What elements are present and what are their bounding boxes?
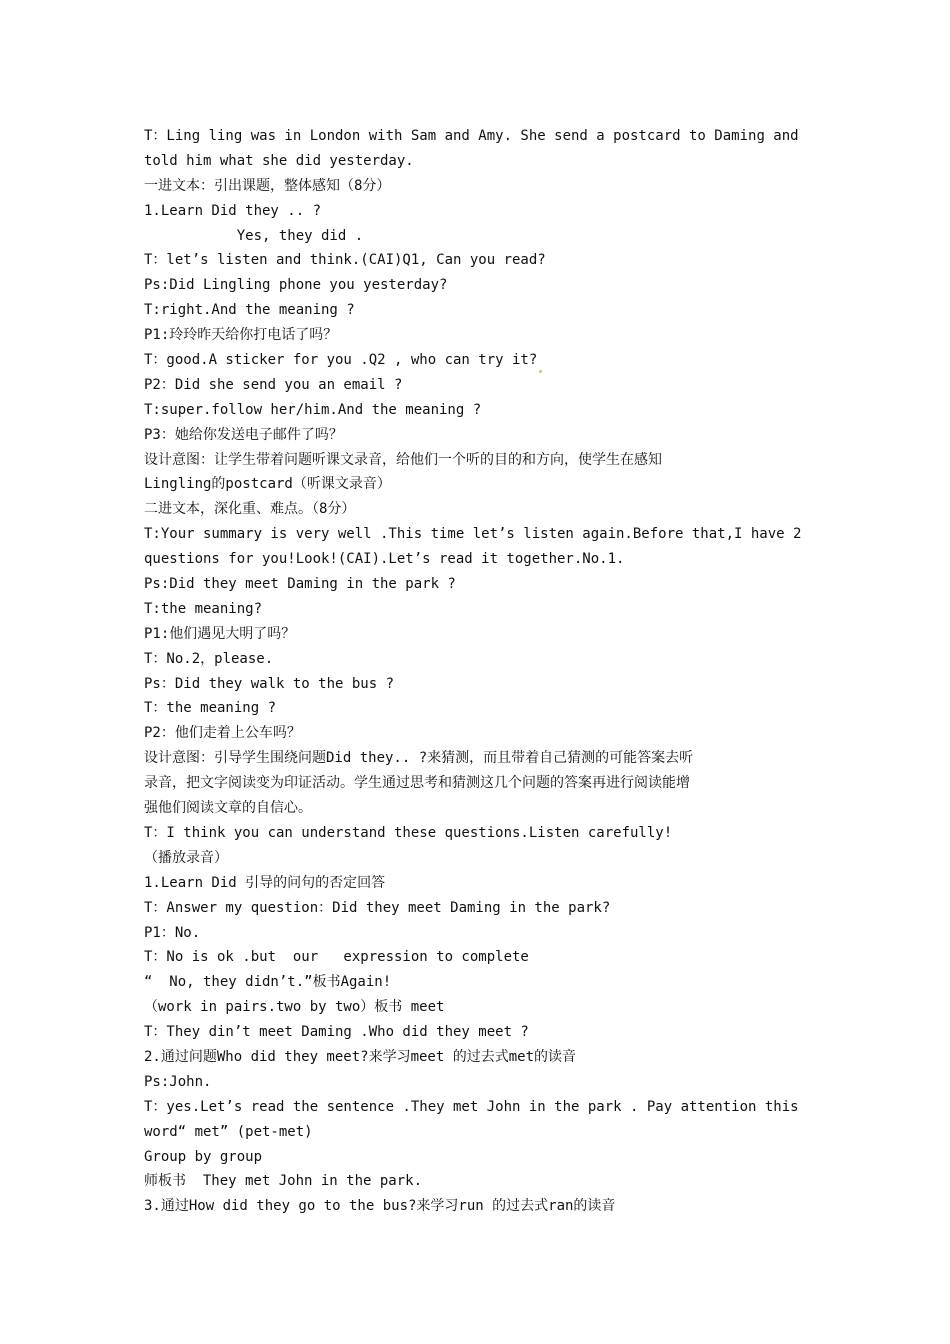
text-line: T:the meaning? [144, 600, 263, 617]
text-span: T：good.A sticker for you .Q2 , who can try it? [144, 352, 538, 369]
text-line: 1.Learn Did 引导的问句的否定回答 [144, 874, 386, 891]
text-line: T：let’s listen and think.(CAI)Q1, Can you read? [144, 252, 546, 269]
text-line [144, 348, 814, 373]
text-line: P1:他们遇见大明了吗？ [144, 625, 296, 642]
text-line: T：No is ok .but our expression to complete [144, 949, 529, 966]
text-line: T：the meaning ? [144, 700, 277, 717]
text-line: T：They din’t meet Daming .Who did they meet ? [144, 1024, 529, 1041]
text-line: told him what she did yesterday. [144, 152, 414, 169]
text-line: T：Answer my question：Did they meet Daming in the park? [144, 899, 611, 916]
text-line: T：No.2，please. [144, 650, 274, 667]
text-line: T:super.follow her/him.And the meaning ? [144, 401, 482, 418]
text-line: P2：他们走着上公车吗？ [144, 725, 301, 742]
text-line: Ps:Did Lingling phone you yesterday? [144, 277, 448, 294]
text-line: 2.通过问题Who did they meet?来学习meet 的过去式met的读音 [144, 1048, 577, 1065]
text-line: 3.通过How did they go to the bus?来学习run 的过去式ran的读音 [144, 1198, 616, 1215]
design-note: 设计意图：让学生带着问题听课文录音，给他们一个听的目的和方向，使学生在感知 [144, 451, 662, 468]
text-line: Ps:Did they meet Daming in the park ? [144, 576, 456, 593]
text-line: P1:玲玲昨天给你打电话了吗？ [144, 327, 338, 344]
text-line: T：yes.Let’s read the sentence .They met John in the park . Pay attention this [144, 1098, 799, 1115]
design-note: 强他们阅读文章的自信心。 [144, 800, 312, 817]
text-line: Group by group [144, 1148, 263, 1165]
design-note: Lingling的postcard（听课文录音） [144, 476, 391, 493]
text-line: word“ met” (pet-met) [144, 1123, 313, 1140]
text-line: Ps:John. [144, 1073, 212, 1090]
document-body [144, 124, 814, 1219]
ink-mark [539, 370, 542, 373]
text-line: P3：她给你发送电子邮件了吗？ [144, 426, 343, 443]
section-heading: 二进文本，深化重、难点。（8分） [144, 501, 356, 518]
text-line: （work in pairs.two by two）板书 meet [144, 999, 445, 1016]
text-line: Ps：Did they walk to the bus ? [144, 675, 395, 692]
text-line: P2：Did she send you an email ? [144, 376, 403, 393]
text-line: T:Your summary is very well .This time let’s listen again.Before that,I have 2 [144, 526, 802, 543]
section-heading: 一进文本：引出课题，整体感知（8分） [144, 177, 391, 194]
text-line: （播放录音） [144, 849, 228, 866]
text-line: T：Ling ling was in London with Sam and Amy. She send a postcard to Daming and [144, 128, 799, 144]
text-line: questions for you!Look!(CAI).Let’s read it together.No.1. [144, 551, 625, 568]
text-line: T：I think you can understand these questions.Listen carefully! [144, 824, 673, 841]
text-line: Yes, they did . [144, 227, 364, 244]
text-line: P1：No. [144, 924, 201, 941]
design-note: 设计意图：引导学生围绕问题Did they.. ?来猜测，而且带着自己猜测的可能答案去听 [144, 750, 694, 767]
text-line: T:right.And the meaning ? [144, 302, 355, 319]
text-line: “ No, they didn’t.”板书Again! [144, 974, 392, 991]
design-note: 录音，把文字阅读变为印证活动。学生通过思考和猜测这几个问题的答案再进行阅读能增 [144, 775, 690, 792]
text-line: 师板书 They met John in the park. [144, 1173, 423, 1190]
text-line: 1.Learn Did they .. ? [144, 202, 322, 219]
